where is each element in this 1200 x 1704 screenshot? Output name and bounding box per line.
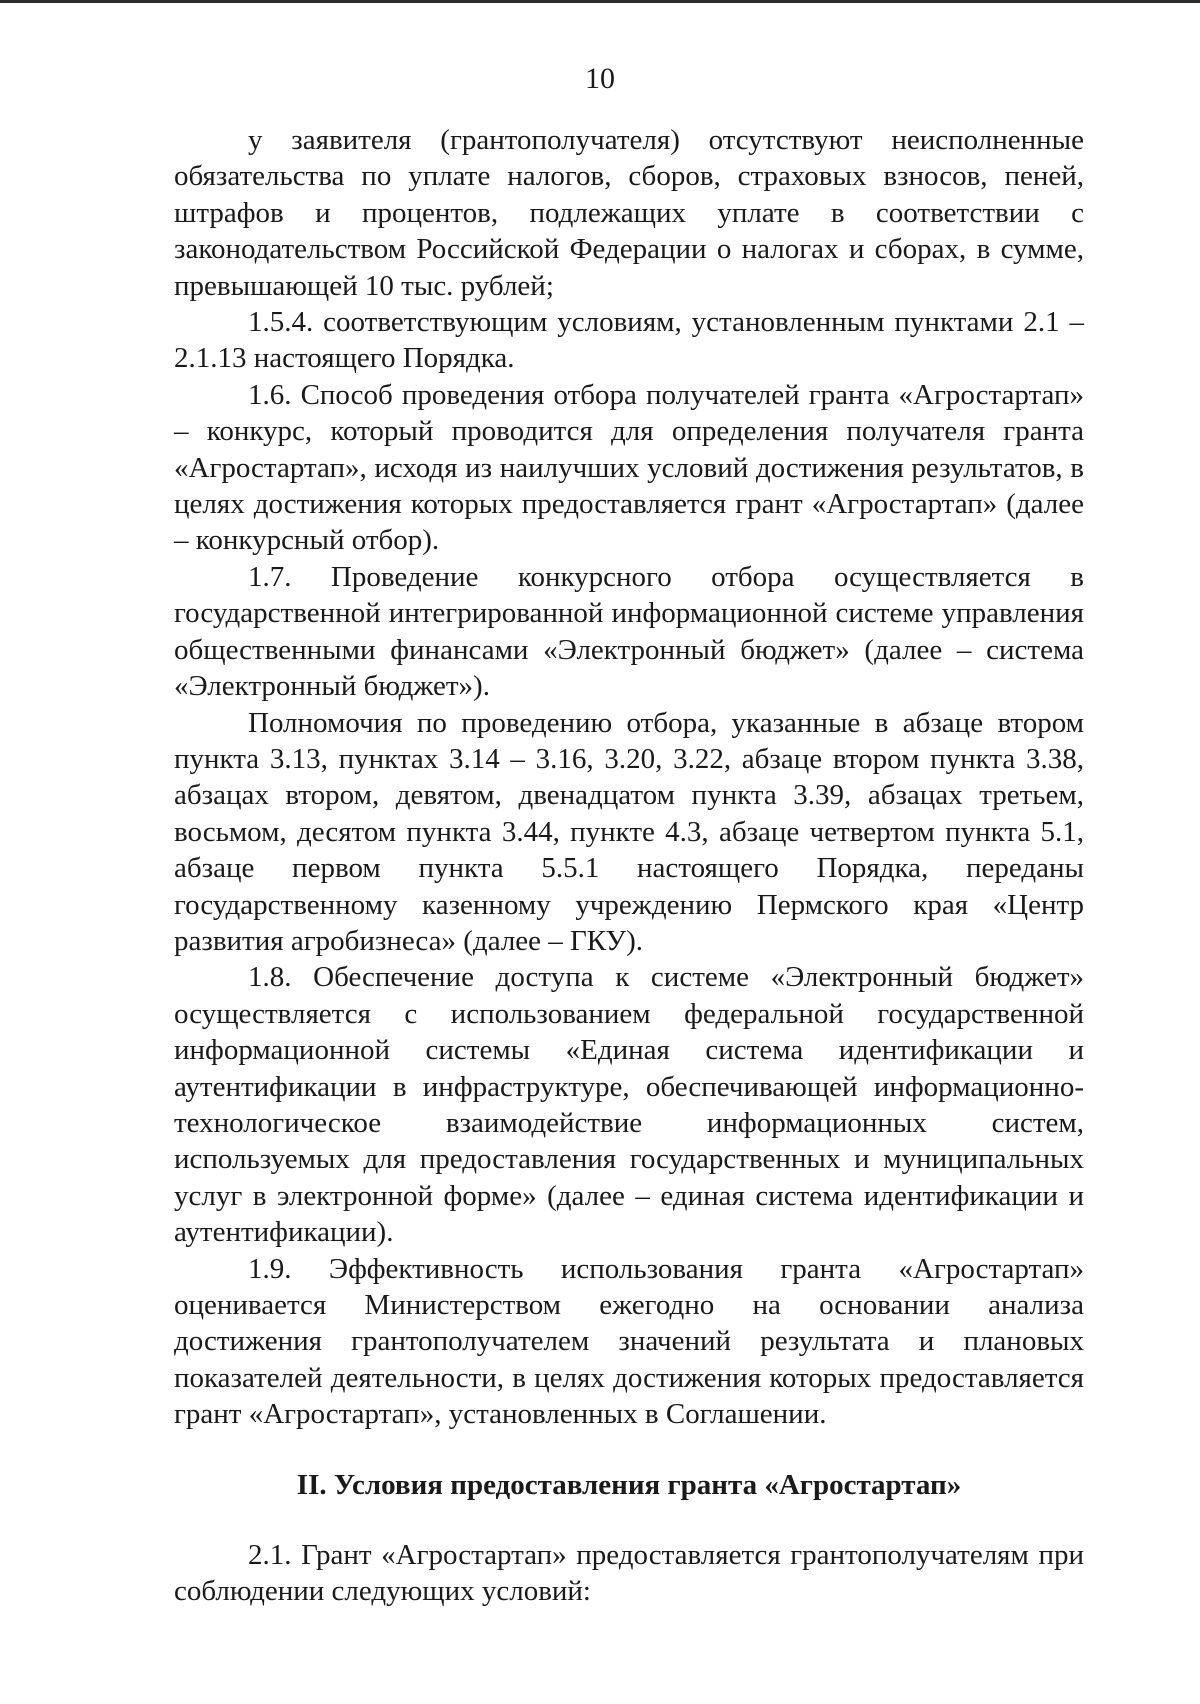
paragraph-1-8: 1.8. Обеспечение доступа к системе «Электронный бюджет» осуществляется с использованием федеральной государственной информационной системы «Единая система идентификации и аутентификации в инфраструктуре, обеспечивающей информационно-технологическое взаимодействие информационных систем, используемых для предоставления государственных и муниципальных услуг в электронной форме» (далее – единая система идентификации и аутентификации). [174,961,1084,1249]
page-top-edge [0,0,1200,3]
document-body [174,122,1084,1610]
section-title: II. Условия предоставления гранта «Агростартап» [296,1468,962,1501]
paragraph-1-6: 1.6. Способ проведения отбора получателей гранта «Агростартап» – конкурс, который проводится для определения получателя гранта «Агростартап», исходя из наилучших условий достижения результатов, в целях достижения которых предоставляется грант «Агростартап» (далее – конкурсный отбор). [174,378,1084,557]
paragraph-2-1: 2.1. Грант «Агростартап» предоставляется грантополучателям при соблюдении следующих условий: [174,1539,1084,1608]
paragraph-authority: Полномочия по проведению отбора, указанные в абзаце втором пункта 3.13, пунктах 3.14 – 3.16, 3.20, 3.22, абзаце втором пункта 3.38, абзацах втором, девятом, двенадцатом пункта 3.39, абзацах третьем, восьмом, десятом пункта 3.44, пункте 4.3, абзаце четвертом пункта 5.1, абзаце первом пункта 5.5.1 настоящего Порядка, переданы государственному казенному учреждению Пермского края «Центр развития агробизнеса» (далее – ГКУ). [174,706,1084,957]
paragraph-tax-obligations: у заявителя (грантополучателя) отсутствуют неисполненные обязательства по уплате налогов, сборов, страховых взносов, пеней, штрафов и процентов, подлежащих уплате в соответствии с законодательством Российской Федерации о налогах и сборах, в сумме, превышающей 10 тыс. рублей; [174,124,1084,302]
page-number: 10 [585,62,615,95]
paragraph-1-5-4: 1.5.4. соответствующим условиям, установленным пунктами 2.1 – 2.1.13 настоящего Порядка. [174,306,1084,375]
paragraph-1-9: 1.9. Эффективность использования гранта «Агростартап» оценивается Министерством ежегодно на основании анализа достижения грантополучателем значений результата и плановых показателей деятельности, в целях достижения которых предоставляется грант «Агростартап», установленных в Соглашении. [174,1252,1084,1431]
paragraph-1-7: 1.7. Проведение конкурсного отбора осуществляется в государственной интегрированной информационной системе управления общественными финансами «Электронный бюджет» (далее – система «Электронный бюджет»). [174,560,1084,703]
